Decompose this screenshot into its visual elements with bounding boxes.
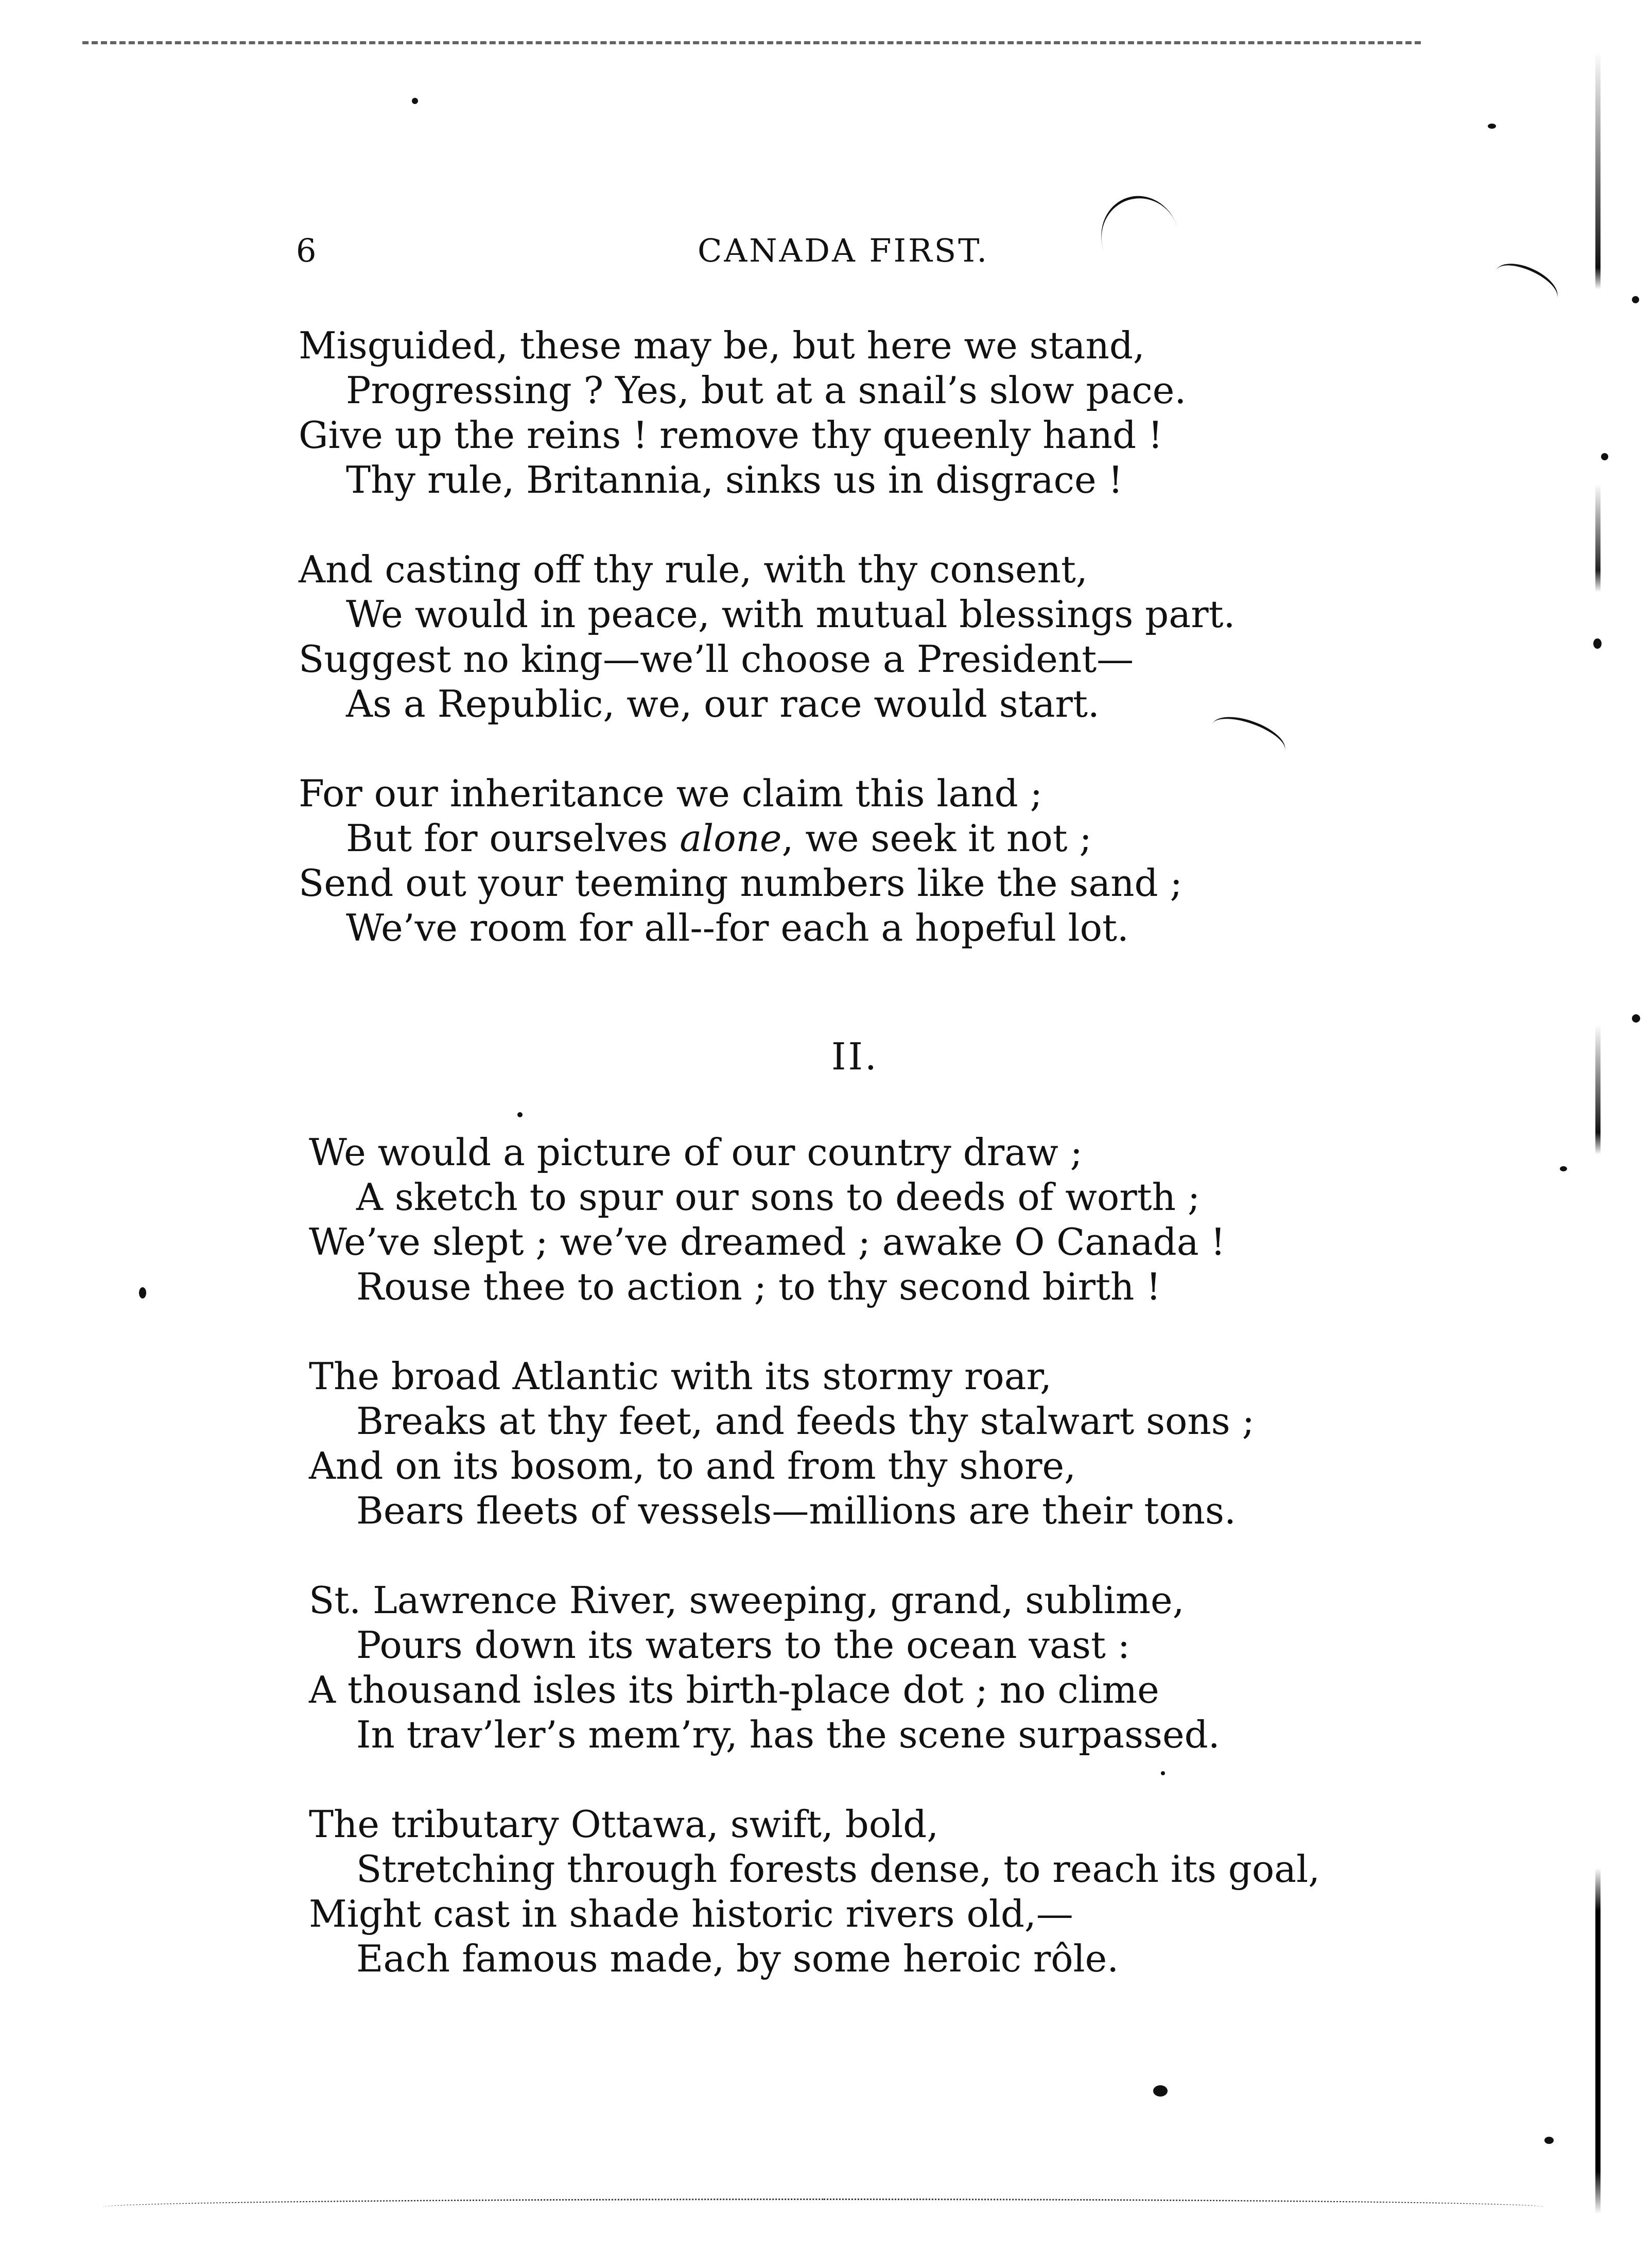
verse-line: Rouse thee to action ; to thy second birth ! bbox=[356, 1265, 1161, 1308]
scan-speck bbox=[1601, 453, 1608, 460]
scan-speck bbox=[1161, 1771, 1165, 1775]
verse-line: Progressing ? Yes, but at a snail’s slow pace. bbox=[346, 369, 1187, 412]
verse-line: For our inheritance we claim this land ; bbox=[299, 772, 1042, 815]
stanza-gap bbox=[299, 726, 1235, 771]
verse-line: We’ve room for all--for each a hopeful lot. bbox=[346, 906, 1129, 949]
verse-line: But for ourselves alone, we seek it not ; bbox=[346, 817, 1092, 860]
stanza bbox=[309, 1578, 1320, 1757]
stanza bbox=[299, 323, 1235, 503]
verse-line: Stretching through forests dense, to reach its goal, bbox=[356, 1847, 1320, 1891]
scan-scratch bbox=[1489, 255, 1563, 314]
scan-speck bbox=[1593, 638, 1602, 649]
scan-speck bbox=[1153, 2085, 1168, 2097]
verse-line: Pours down its waters to the ocean vast : bbox=[356, 1623, 1131, 1667]
binding-edge bbox=[1595, 51, 1601, 2214]
verse-line: As a Republic, we, our race would start. bbox=[346, 682, 1100, 725]
verse-line: Thy rule, Britannia, sinks us in disgrace ! bbox=[346, 458, 1123, 501]
verse-line: Send out your teeming numbers like the sand ; bbox=[299, 861, 1183, 905]
page-top-edge bbox=[82, 41, 1421, 47]
scan-speck bbox=[1488, 124, 1496, 129]
verse-line: Each famous made, by some heroic rôle. bbox=[356, 1937, 1119, 1980]
section-numeral: II. bbox=[831, 1035, 879, 1078]
scan-speck bbox=[517, 1112, 523, 1117]
verse-line: We would a picture of our country draw ; bbox=[309, 1131, 1083, 1174]
verse-line: Breaks at thy feet, and feeds thy stalwart sons ; bbox=[356, 1399, 1255, 1443]
poem-part-one bbox=[299, 323, 1235, 950]
verse-line: The broad Atlantic with its stormy roar, bbox=[309, 1355, 1052, 1398]
verse-line: We’ve slept ; we’ve dreamed ; awake O Canada ! bbox=[309, 1220, 1226, 1264]
verse-line: A thousand isles its birth-place dot ; no clime bbox=[309, 1668, 1159, 1711]
verse-line: In trav’ler’s mem’ry, has the scene surpassed. bbox=[356, 1713, 1220, 1756]
scan-speck bbox=[1544, 2137, 1554, 2144]
verse-line: Give up the reins ! remove thy queenly hand ! bbox=[299, 413, 1163, 457]
stanza-gap bbox=[309, 1757, 1320, 1802]
stanza bbox=[299, 771, 1235, 950]
scan-speck bbox=[1632, 1014, 1640, 1023]
scan-speck bbox=[1632, 296, 1639, 303]
verse-line: And on its bosom, to and from thy shore, bbox=[309, 1444, 1076, 1487]
running-title: CANADA FIRST. bbox=[698, 232, 989, 269]
page-number: 6 bbox=[296, 232, 319, 269]
stanza bbox=[309, 1354, 1320, 1533]
stanza bbox=[299, 547, 1235, 726]
verse-line: A sketch to spur our sons to deeds of worth ; bbox=[356, 1175, 1201, 1219]
verse-line: Might cast in shade historic rivers old,— bbox=[309, 1892, 1073, 1935]
verse-line: Suggest no king—we’ll choose a President— bbox=[299, 637, 1134, 681]
stanza bbox=[309, 1130, 1320, 1309]
verse-line: St. Lawrence River, sweeping, grand, sublime, bbox=[309, 1579, 1185, 1622]
stanza-gap bbox=[299, 503, 1235, 547]
verse-line: And casting off thy rule, with thy consent, bbox=[299, 548, 1088, 591]
stanza bbox=[309, 1802, 1320, 1981]
emphasized-word: alone bbox=[680, 817, 782, 860]
stanza-gap bbox=[309, 1533, 1320, 1578]
verse-line: We would in peace, with mutual blessings part. bbox=[346, 593, 1236, 636]
verse-line: Bears fleets of vessels—millions are their tons. bbox=[356, 1489, 1236, 1532]
stanza-gap bbox=[309, 1309, 1320, 1354]
scan-speck bbox=[412, 98, 418, 104]
scan-speck bbox=[1560, 1166, 1567, 1171]
scan-speck bbox=[139, 1287, 146, 1299]
verse-line: Misguided, these may be, but here we stand, bbox=[299, 324, 1145, 367]
scan-scratch bbox=[103, 2199, 1544, 2216]
verse-line: The tributary Ottawa, swift, bold, bbox=[309, 1803, 939, 1846]
poem-part-two bbox=[309, 1130, 1320, 1981]
